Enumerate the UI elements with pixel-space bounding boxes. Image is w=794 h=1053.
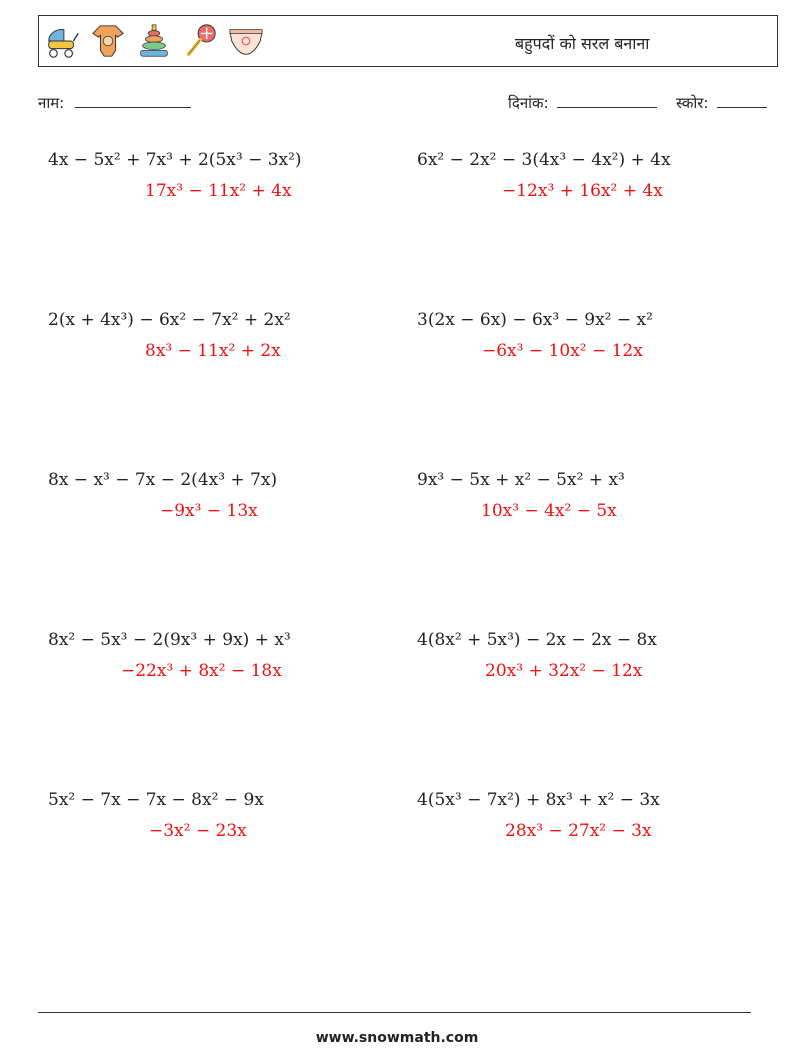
baby-carriage-icon — [43, 21, 81, 61]
problem-answer: −22x³ + 8x² − 18x — [121, 661, 282, 681]
worksheet-header — [38, 15, 778, 67]
icon-strip — [43, 21, 265, 61]
problem-question: 2(x + 4x³) − 6x² − 7x² + 2x² — [48, 310, 291, 330]
stacking-rings-icon — [135, 21, 173, 61]
problem-answer: −12x³ + 16x² + 4x — [502, 181, 663, 201]
score-label: स्कोर: — [676, 94, 709, 112]
problem-answer: 17x³ − 11x² + 4x — [145, 181, 292, 201]
footer-divider — [38, 1012, 751, 1013]
date-label: दिनांक: — [508, 94, 549, 112]
onesie-icon — [89, 21, 127, 61]
rattle-icon — [181, 21, 219, 61]
worksheet-title: बहुपदों को सरल बनाना — [515, 34, 650, 53]
problem-answer: −3x² − 23x — [149, 821, 247, 841]
diaper-icon — [227, 21, 265, 61]
score-line — [717, 93, 767, 108]
problem-question: 9x³ − 5x + x² − 5x² + x³ — [417, 470, 625, 490]
problem-question: 5x² − 7x − 7x − 8x² − 9x — [48, 790, 264, 810]
problem-question: 4x − 5x² + 7x³ + 2(5x³ − 3x²) — [48, 150, 302, 170]
problem-answer: 10x³ − 4x² − 5x — [481, 501, 617, 521]
problem-question: 4(8x² + 5x³) − 2x − 2x − 8x — [417, 630, 657, 650]
problem-answer: 8x³ − 11x² + 2x — [145, 341, 281, 361]
problem-question: 3(2x − 6x) − 6x³ − 9x² − x² — [417, 310, 653, 330]
date-line — [557, 93, 657, 108]
problem-answer: 28x³ − 27x² − 3x — [505, 821, 652, 841]
problem-question: 8x − x³ − 7x − 2(4x³ + 7x) — [48, 470, 278, 490]
name-line — [75, 93, 191, 108]
problem-question: 4(5x³ − 7x²) + 8x³ + x² − 3x — [417, 790, 660, 810]
problem-question: 6x² − 2x² − 3(4x³ − 4x²) + 4x — [417, 150, 671, 170]
problem-answer: 20x³ + 32x² − 12x — [485, 661, 643, 681]
problem-question: 8x² − 5x³ − 2(9x³ + 9x) + x³ — [48, 630, 291, 650]
name-label: नाम: — [38, 94, 65, 112]
date-field — [508, 93, 657, 113]
score-field — [676, 93, 767, 113]
problem-answer: −9x³ − 13x — [160, 501, 258, 521]
name-field — [38, 93, 191, 113]
problem-answer: −6x³ − 10x² − 12x — [482, 341, 643, 361]
footer-website: www.snowmath.com — [315, 1030, 479, 1046]
